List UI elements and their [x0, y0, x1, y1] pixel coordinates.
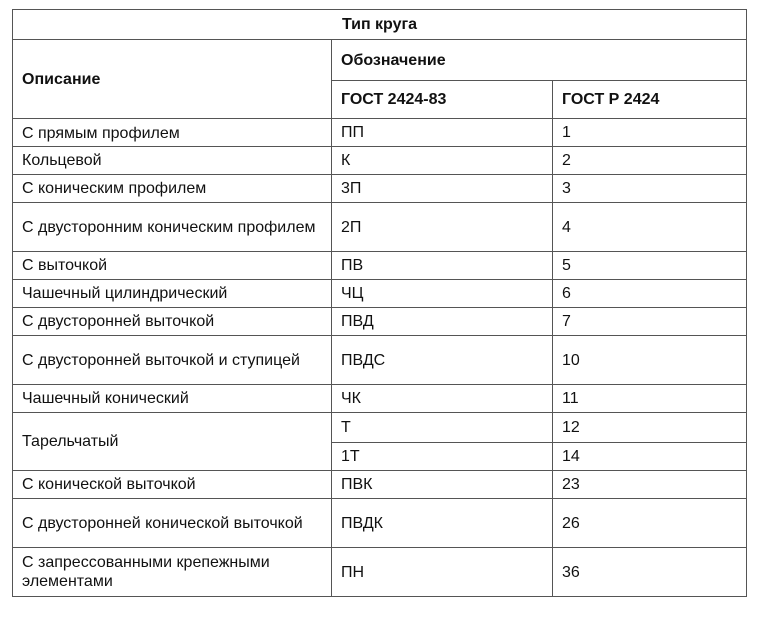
- cell-gost-old: 1Т: [332, 443, 553, 471]
- table-row: [13, 308, 747, 336]
- cell-description: С выточкой: [13, 252, 332, 280]
- cell-description: С двусторонним коническим профилем: [13, 203, 332, 252]
- cell-description: С прямым профилем: [13, 119, 332, 147]
- cell-gost-new: 14: [553, 443, 747, 471]
- cell-description: С двусторонней выточкой и ступицей: [13, 336, 332, 385]
- cell-gost-old: ПВД: [332, 308, 553, 336]
- wheel-type-table: [12, 9, 747, 597]
- table-row: [13, 280, 747, 308]
- cell-gost-new: 4: [553, 203, 747, 252]
- cell-gost-new: 11: [553, 385, 747, 413]
- cell-gost-old: ПВДС: [332, 336, 553, 385]
- cell-description: С запрессованными крепежными элементами: [13, 548, 332, 597]
- cell-gost-old: ПН: [332, 548, 553, 597]
- header-gost-old: ГОСТ 2424-83: [332, 81, 553, 119]
- cell-gost-new: 7: [553, 308, 747, 336]
- table-row: [13, 252, 747, 280]
- table-title: Тип круга: [13, 10, 747, 40]
- cell-gost-old: ЧК: [332, 385, 553, 413]
- cell-gost-new: 3: [553, 175, 747, 203]
- table-row: [13, 175, 747, 203]
- cell-description: Тарельчатый: [13, 413, 332, 471]
- cell-description: С двусторонней конической выточкой: [13, 499, 332, 548]
- cell-gost-old: ПВДК: [332, 499, 553, 548]
- cell-gost-new: 23: [553, 471, 747, 499]
- cell-description: С конической выточкой: [13, 471, 332, 499]
- cell-gost-new: 6: [553, 280, 747, 308]
- cell-description: Чашечный конический: [13, 385, 332, 413]
- cell-gost-old: ЧЦ: [332, 280, 553, 308]
- header-description: Описание: [13, 40, 332, 119]
- cell-gost-old: ПВ: [332, 252, 553, 280]
- table-row: [13, 385, 747, 413]
- cell-gost-new: 2: [553, 147, 747, 175]
- table-row: [13, 471, 747, 499]
- cell-gost-old: ПВК: [332, 471, 553, 499]
- cell-gost-old: К: [332, 147, 553, 175]
- cell-description: Кольцевой: [13, 147, 332, 175]
- cell-gost-new: 1: [553, 119, 747, 147]
- cell-gost-new: 26: [553, 499, 747, 548]
- cell-description: С коническим профилем: [13, 175, 332, 203]
- cell-description: Чашечный цилиндрический: [13, 280, 332, 308]
- cell-gost-old: 3П: [332, 175, 553, 203]
- table-row: [13, 548, 747, 597]
- cell-gost-new: 5: [553, 252, 747, 280]
- cell-gost-new: 12: [553, 413, 747, 443]
- table-row: [13, 147, 747, 175]
- table-row: [13, 203, 747, 252]
- cell-gost-old: Т: [332, 413, 553, 443]
- table-row: [13, 413, 747, 443]
- table-row: [13, 119, 747, 147]
- header-designation: Обозначение: [332, 40, 747, 81]
- cell-gost-new: 36: [553, 548, 747, 597]
- table-row: [13, 336, 747, 385]
- table-row: [13, 499, 747, 548]
- cell-gost-old: ПП: [332, 119, 553, 147]
- cell-gost-new: 10: [553, 336, 747, 385]
- cell-description: С двусторонней выточкой: [13, 308, 332, 336]
- cell-gost-old: 2П: [332, 203, 553, 252]
- header-gost-new: ГОСТ Р 2424: [553, 81, 747, 119]
